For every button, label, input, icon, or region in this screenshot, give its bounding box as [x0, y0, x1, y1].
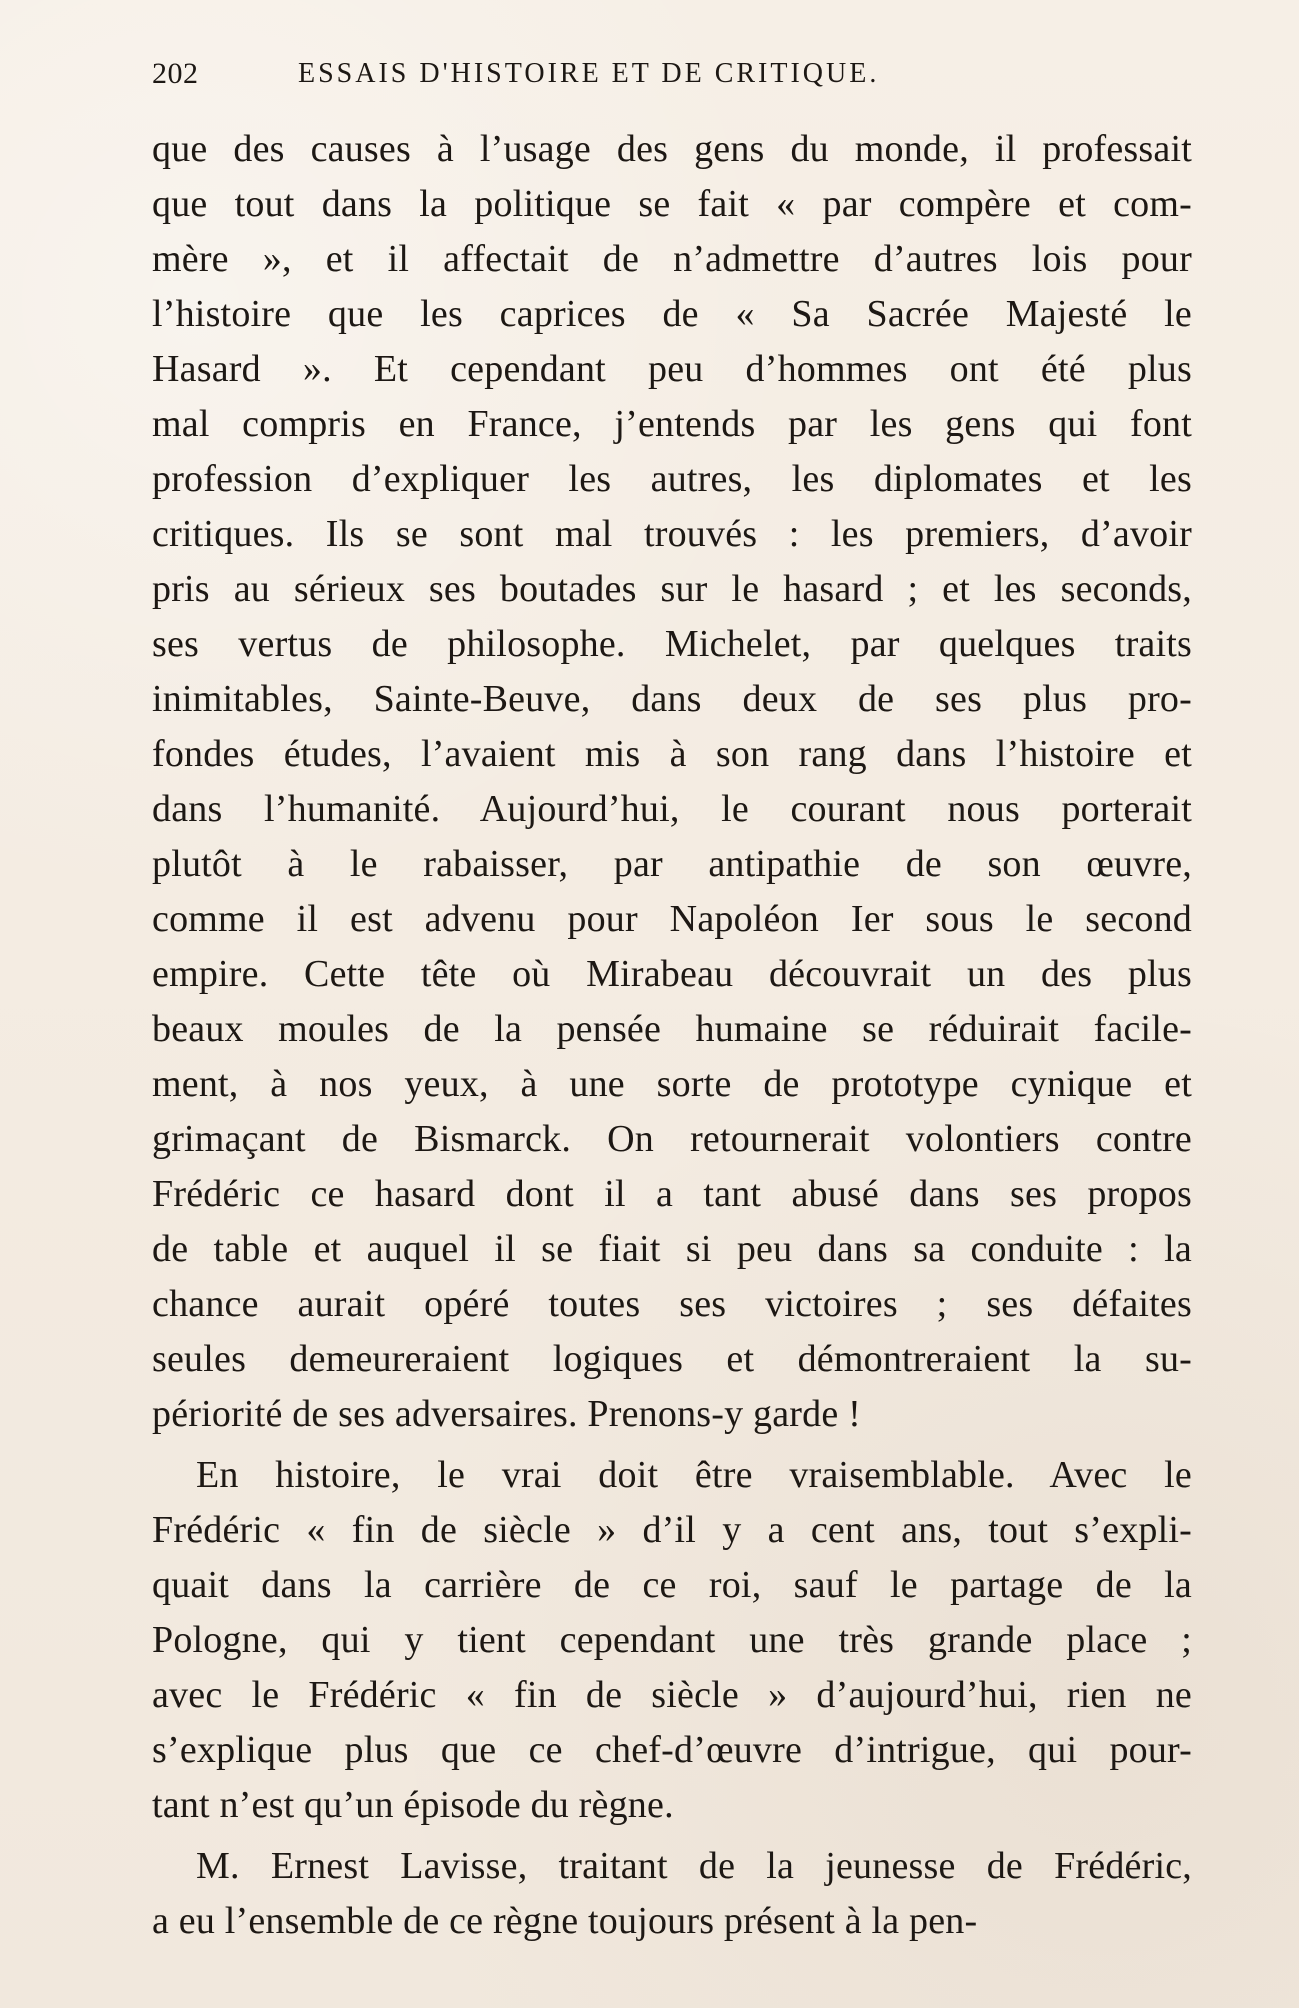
text-line: l’histoire que les caprices de « Sa Sacrée Majesté le	[152, 293, 1192, 335]
paragraph-2	[152, 1448, 1192, 1833]
text-line: comme il est advenu pour Napoléon Ier sous le second	[152, 898, 1192, 940]
text-line: profession d’expliquer les autres, les diplomates et les	[152, 458, 1192, 500]
text-line: grimaçant de Bismarck. On retournerait volontiers contre	[152, 1118, 1192, 1160]
text-line: que tout dans la politique se fait « par compère et com-	[152, 183, 1192, 225]
text-line: Hasard ». Et cependant peu d’hommes ont été plus	[152, 348, 1192, 390]
page-number: 202	[152, 57, 199, 90]
text-line: tant n’est qu’un épisode du règne.	[152, 1784, 674, 1826]
text-line: s’explique plus que ce chef-d’œuvre d’intrigue, qui pour-	[152, 1729, 1192, 1771]
text-line: pris au sérieux ses boutades sur le hasard ; et les seconds,	[152, 568, 1192, 610]
text-line: périorité de ses adversaires. Prenons-y garde !	[152, 1393, 861, 1435]
text-line: avec le Frédéric « fin de siècle » d’aujourd’hui, rien ne	[152, 1674, 1192, 1716]
text-line: En histoire, le vrai doit être vraisemblable. Avec le	[196, 1454, 1192, 1496]
text-line: M. Ernest Lavisse, traitant de la jeunesse de Frédéric,	[196, 1845, 1192, 1887]
text-line: fondes études, l’avaient mis à son rang dans l’histoire et	[152, 733, 1192, 775]
text-line: chance aurait opéré toutes ses victoires ; ses défaites	[152, 1283, 1192, 1325]
text-line: beaux moules de la pensée humaine se réduirait facile-	[152, 1008, 1192, 1050]
text-line: inimitables, Sainte-Beuve, dans deux de ses plus pro-	[152, 678, 1192, 720]
text-line: plutôt à le rabaisser, par antipathie de son œuvre,	[152, 843, 1192, 885]
text-line: ment, à nos yeux, à une sorte de prototype cynique et	[152, 1063, 1192, 1105]
text-line: Frédéric « fin de siècle » d’il y a cent ans, tout s’expli-	[152, 1509, 1192, 1551]
page-header	[152, 49, 1062, 99]
text-line: seules demeureraient logiques et démontreraient la su-	[152, 1338, 1192, 1380]
text-line: a eu l’ensemble de ce règne toujours présent à la pen-	[152, 1900, 978, 1942]
text-line: Frédéric ce hasard dont il a tant abusé dans ses propos	[152, 1173, 1192, 1215]
text-line: de table et auquel il se fiait si peu dans sa conduite : la	[152, 1228, 1192, 1270]
text-line: critiques. Ils se sont mal trouvés : les premiers, d’avoir	[152, 513, 1192, 555]
text-line: Pologne, qui y tient cependant une très grande place ;	[152, 1619, 1192, 1661]
body-text	[152, 122, 1192, 1949]
text-line: empire. Cette tête où Mirabeau découvrait un des plus	[152, 953, 1192, 995]
text-line: quait dans la carrière de ce roi, sauf le partage de la	[152, 1564, 1192, 1606]
paragraph-3	[152, 1839, 1192, 1949]
text-line: mère », et il affectait de n’admettre d’autres lois pour	[152, 238, 1192, 280]
text-line: mal compris en France, j’entends par les gens qui font	[152, 403, 1192, 445]
text-line: ses vertus de philosophe. Michelet, par quelques traits	[152, 623, 1192, 665]
running-title: ESSAIS D'HISTOIRE ET DE CRITIQUE.	[298, 58, 880, 89]
text-line: dans l’humanité. Aujourd’hui, le courant nous porterait	[152, 788, 1192, 830]
paragraph-1	[152, 122, 1192, 1442]
text-line: que des causes à l’usage des gens du monde, il professait	[152, 128, 1192, 170]
